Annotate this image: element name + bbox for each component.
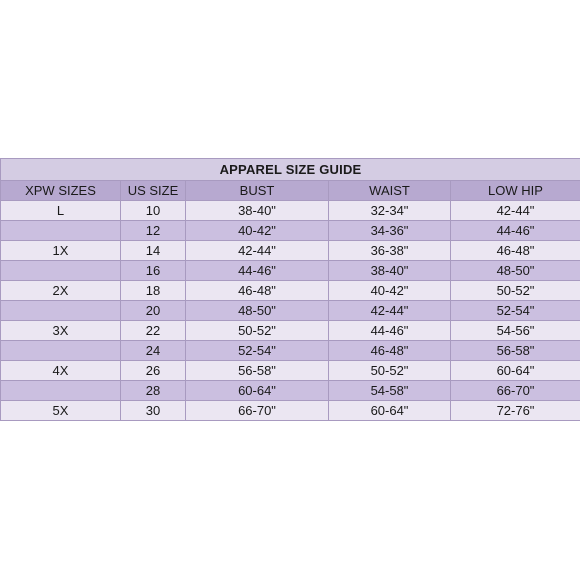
table-title: APPAREL SIZE GUIDE — [1, 159, 580, 181]
us-size-cell: 26 — [121, 361, 186, 381]
us-size-cell: 14 — [121, 241, 186, 261]
waist-cell: 44-46" — [329, 321, 451, 341]
table-row — [1, 401, 580, 421]
bust-cell: 40-42" — [186, 221, 329, 241]
bust-cell: 48-50" — [186, 301, 329, 321]
column-header-row — [1, 181, 580, 201]
column-header-bust: BUST — [186, 181, 329, 201]
low-hip-cell: 54-56" — [451, 321, 580, 341]
bust-cell: 38-40" — [186, 201, 329, 221]
waist-cell: 40-42" — [329, 281, 451, 301]
low-hip-cell: 56-58" — [451, 341, 580, 361]
waist-cell: 60-64" — [329, 401, 451, 421]
table-row — [1, 301, 580, 321]
us-size-cell: 24 — [121, 341, 186, 361]
title-row — [1, 159, 580, 181]
bust-cell: 56-58" — [186, 361, 329, 381]
us-size-cell: 16 — [121, 261, 186, 281]
bust-cell: 42-44" — [186, 241, 329, 261]
waist-cell: 36-38" — [329, 241, 451, 261]
low-hip-cell: 60-64" — [451, 361, 580, 381]
low-hip-cell: 66-70" — [451, 381, 580, 401]
low-hip-cell: 46-48" — [451, 241, 580, 261]
low-hip-cell: 42-44" — [451, 201, 580, 221]
table-row — [1, 321, 580, 341]
table-row — [1, 241, 580, 261]
table-row — [1, 341, 580, 361]
table-row — [1, 381, 580, 401]
table-row — [1, 201, 580, 221]
table-row — [1, 261, 580, 281]
us-size-cell: 18 — [121, 281, 186, 301]
waist-cell: 50-52" — [329, 361, 451, 381]
waist-cell: 42-44" — [329, 301, 451, 321]
table-row — [1, 361, 580, 381]
waist-cell: 34-36" — [329, 221, 451, 241]
bust-cell: 46-48" — [186, 281, 329, 301]
xpw-size-cell: 1X — [1, 241, 121, 261]
xpw-size-cell: 2X — [1, 281, 121, 301]
xpw-size-cell — [1, 301, 121, 321]
table-row — [1, 281, 580, 301]
us-size-cell: 28 — [121, 381, 186, 401]
xpw-size-cell: 3X — [1, 321, 121, 341]
column-header-waist: WAIST — [329, 181, 451, 201]
xpw-size-cell: 4X — [1, 361, 121, 381]
size-guide-table — [0, 158, 580, 421]
us-size-cell: 20 — [121, 301, 186, 321]
bust-cell: 52-54" — [186, 341, 329, 361]
table-row — [1, 221, 580, 241]
low-hip-cell: 48-50" — [451, 261, 580, 281]
bust-cell: 50-52" — [186, 321, 329, 341]
size-rows — [1, 201, 580, 421]
column-header-low-hip: LOW HIP — [451, 181, 580, 201]
low-hip-cell: 52-54" — [451, 301, 580, 321]
bust-cell: 60-64" — [186, 381, 329, 401]
bust-cell: 44-46" — [186, 261, 329, 281]
waist-cell: 54-58" — [329, 381, 451, 401]
waist-cell: 46-48" — [329, 341, 451, 361]
xpw-size-cell: 5X — [1, 401, 121, 421]
low-hip-cell: 72-76" — [451, 401, 580, 421]
low-hip-cell: 44-46" — [451, 221, 580, 241]
xpw-size-cell: L — [1, 201, 121, 221]
column-header-us-size: US SIZE — [121, 181, 186, 201]
waist-cell: 32-34" — [329, 201, 451, 221]
low-hip-cell: 50-52" — [451, 281, 580, 301]
column-header-xpw-sizes: XPW SIZES — [1, 181, 121, 201]
xpw-size-cell — [1, 381, 121, 401]
waist-cell: 38-40" — [329, 261, 451, 281]
us-size-cell: 10 — [121, 201, 186, 221]
us-size-cell: 12 — [121, 221, 186, 241]
xpw-size-cell — [1, 221, 121, 241]
bust-cell: 66-70" — [186, 401, 329, 421]
xpw-size-cell — [1, 261, 121, 281]
xpw-size-cell — [1, 341, 121, 361]
us-size-cell: 22 — [121, 321, 186, 341]
us-size-cell: 30 — [121, 401, 186, 421]
